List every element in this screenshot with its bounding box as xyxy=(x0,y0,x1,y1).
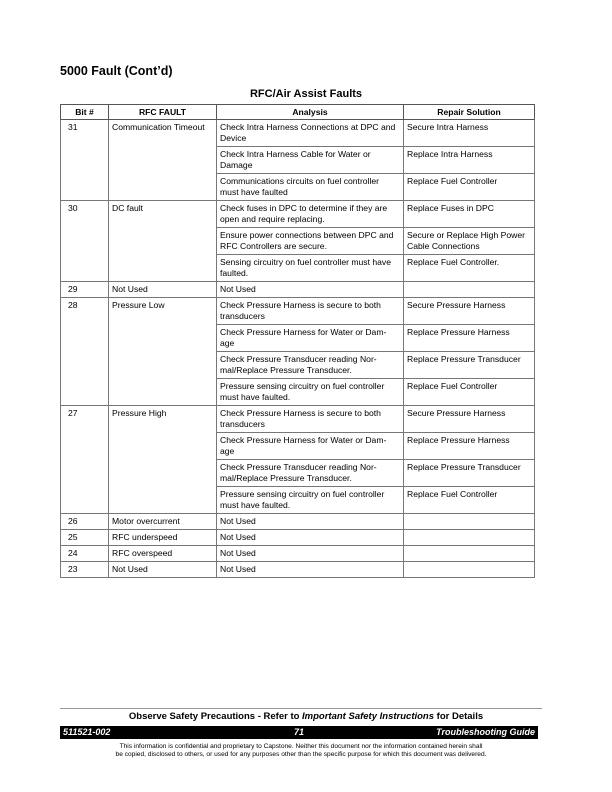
analysis-cell: Pressure sensing circuitry on fuel controller must have faulted. xyxy=(217,487,404,514)
bit-number-cell: 30 xyxy=(61,201,109,282)
disclaimer-line-2: be copied, disclosed to others, or used for any purposes other than the specific purpose for which this document was delivered. xyxy=(115,751,487,758)
table-row xyxy=(61,201,535,228)
analysis-cell: Check Intra Harness Cable for Water or Damage xyxy=(217,147,404,174)
rfc-fault-cell: Pressure Low xyxy=(109,298,217,406)
document-number: 511521-002 xyxy=(63,727,111,737)
table-title: RFC/Air Assist Faults xyxy=(249,88,363,100)
analysis-cell: Not Used xyxy=(217,546,404,562)
repair-solution-cell: Replace Pressure Harness xyxy=(404,433,535,460)
analysis-cell: Not Used xyxy=(217,514,404,530)
repair-solution-cell xyxy=(404,546,535,562)
repair-solution-cell xyxy=(404,562,535,578)
analysis-cell: Check Pressure Harness for Water or Dam-age xyxy=(217,325,404,352)
footer-bar xyxy=(60,726,538,739)
table-row xyxy=(61,298,535,325)
repair-solution-cell: Secure Intra Harness xyxy=(404,120,535,147)
bit-number-cell: 28 xyxy=(61,298,109,406)
repair-solution-cell xyxy=(404,530,535,546)
repair-solution-cell: Replace Pressure Harness xyxy=(404,325,535,352)
repair-solution-cell: Replace Pressure Transducer xyxy=(404,460,535,487)
analysis-cell: Not Used xyxy=(217,530,404,546)
table-row xyxy=(61,282,535,298)
rfc-fault-cell: RFC underspeed xyxy=(109,530,217,546)
safety-suffix: for Details xyxy=(434,711,484,722)
column-header-fault: RFC FAULT xyxy=(109,105,217,120)
bit-number-cell: 24 xyxy=(61,546,109,562)
page-number: 71 xyxy=(293,727,304,737)
rfc-fault-cell: Not Used xyxy=(109,562,217,578)
rfc-fault-cell: DC fault xyxy=(109,201,217,282)
disclaimer-line-1: This information is confidential and proprietary to Capstone. Neither this document nor the information contained herein shall xyxy=(119,743,483,750)
repair-solution-cell: Replace Pressure Transducer xyxy=(404,352,535,379)
repair-solution-cell: Secure or Replace High Power Cable Connections xyxy=(404,228,535,255)
table-header-row xyxy=(61,105,535,120)
analysis-cell: Check Pressure Transducer reading Nor-mal/Replace Pressure Transducer. xyxy=(217,460,404,487)
repair-solution-cell: Replace Fuses in DPC xyxy=(404,201,535,228)
table-row xyxy=(61,120,535,147)
repair-solution-cell: Secure Pressure Harness xyxy=(404,298,535,325)
table-row xyxy=(61,530,535,546)
bit-number-cell: 25 xyxy=(61,530,109,546)
analysis-cell: Not Used xyxy=(217,282,404,298)
rfc-fault-cell: Motor overcurrent xyxy=(109,514,217,530)
analysis-cell: Check Pressure Harness is secure to both transducers xyxy=(217,298,404,325)
repair-solution-cell: Replace Fuel Controller xyxy=(404,487,535,514)
safety-prefix: Observe Safety Precautions - Refer to xyxy=(128,711,303,722)
analysis-cell: Ensure power connections between DPC and RFC Controllers are secure. xyxy=(217,228,404,255)
rfc-fault-cell: Communication Timeout xyxy=(109,120,217,201)
analysis-cell: Sensing circuitry on fuel controller must have faulted. xyxy=(217,255,404,282)
column-header-repair: Repair Solution xyxy=(404,105,535,120)
rfc-fault-cell: Not Used xyxy=(109,282,217,298)
bit-number-cell: 29 xyxy=(61,282,109,298)
safety-instructions-link-text: Important Safety Instructions xyxy=(302,711,435,722)
repair-solution-cell: Replace Fuel Controller xyxy=(404,379,535,406)
column-header-analysis: Analysis xyxy=(217,105,404,120)
repair-solution-cell: Replace Intra Harness xyxy=(404,147,535,174)
footer-divider xyxy=(60,708,542,709)
repair-solution-cell: Replace Fuel Controller. xyxy=(404,255,535,282)
table-row xyxy=(61,546,535,562)
rfc-fault-cell: RFC overspeed xyxy=(109,546,217,562)
analysis-cell: Pressure sensing circuitry on fuel controller must have faulted. xyxy=(217,379,404,406)
section-title: 5000 Fault (Cont’d) xyxy=(60,64,173,78)
analysis-cell: Communications circuits on fuel controller must have faulted xyxy=(217,174,404,201)
analysis-cell: Check Pressure Harness for Water or Dam-age xyxy=(217,433,404,460)
table-row xyxy=(61,562,535,578)
rfc-fault-cell: Pressure High xyxy=(109,406,217,514)
bit-number-cell: 31 xyxy=(61,120,109,201)
repair-solution-cell xyxy=(404,514,535,530)
repair-solution-cell xyxy=(404,282,535,298)
analysis-cell: Check Pressure Transducer reading Nor-mal/Replace Pressure Transducer. xyxy=(217,352,404,379)
bit-number-cell: 27 xyxy=(61,406,109,514)
table-row xyxy=(61,406,535,433)
analysis-cell: Check Intra Harness Connections at DPC and Device xyxy=(217,120,404,147)
fault-table-body xyxy=(61,120,535,578)
analysis-cell: Check fuses in DPC to determine if they are open and require replacing. xyxy=(217,201,404,228)
table-row xyxy=(61,514,535,530)
safety-notice xyxy=(0,711,612,722)
repair-solution-cell: Secure Pressure Harness xyxy=(404,406,535,433)
bit-number-cell: 26 xyxy=(61,514,109,530)
analysis-cell: Check Pressure Harness is secure to both transducers xyxy=(217,406,404,433)
column-header-bit: Bit # xyxy=(61,105,109,120)
fault-table xyxy=(60,104,535,578)
confidentiality-disclaimer xyxy=(60,743,542,759)
guide-name: Troubleshooting Guide xyxy=(436,727,535,737)
repair-solution-cell: Replace Fuel Controller xyxy=(404,174,535,201)
bit-number-cell: 23 xyxy=(61,562,109,578)
analysis-cell: Not Used xyxy=(217,562,404,578)
